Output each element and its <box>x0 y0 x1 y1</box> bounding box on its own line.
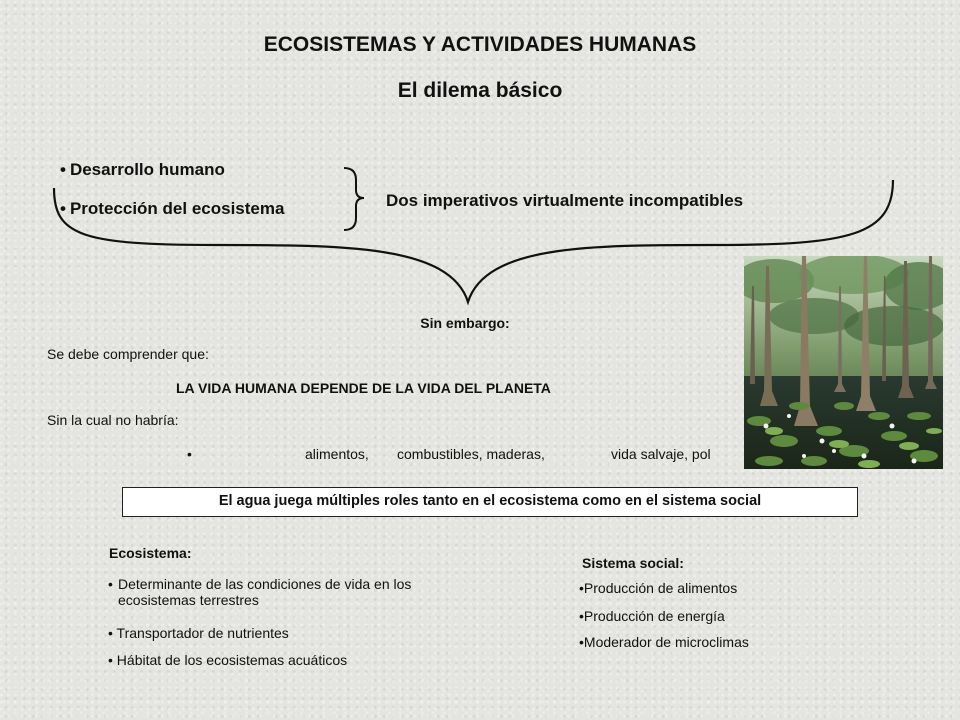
intro-text: Se debe comprender que: <box>47 346 209 362</box>
resources-bullet: • <box>187 446 192 462</box>
list-item <box>579 608 725 624</box>
bullet-dot: • <box>60 199 66 218</box>
without-text: Sin la cual no habría: <box>47 412 179 428</box>
ecosystem-heading: Ecosistema: <box>109 545 192 561</box>
bullet-dot: • <box>108 625 113 641</box>
water-roles-statement: El agua juega múltiples roles tanto en el ecosistema como en el sistema social <box>122 487 858 517</box>
list-item-label: Transportador de nutrientes <box>116 625 289 641</box>
list-item <box>108 652 347 668</box>
page-title: ECOSISTEMAS Y ACTIVIDADES HUMANAS <box>263 33 697 56</box>
sin-embargo-label: Sin embargo: <box>420 315 510 331</box>
resource-item: vida salvaje, pol <box>611 446 711 462</box>
page-subtitle: El dilema básico <box>397 79 563 102</box>
list-item-label: Producción de energía <box>583 608 725 624</box>
list-item-label: Hábitat de los ecosistemas acuáticos <box>116 652 348 668</box>
key-statement: LA VIDA HUMANA DEPENDE DE LA VIDA DEL PLANETA <box>176 380 551 396</box>
resource-item: alimentos, <box>305 446 369 462</box>
bullet-dot: • <box>108 652 113 668</box>
list-item-label: Determinante de las condiciones de vida en los ecosistemas terrestres <box>118 576 412 608</box>
bullet-label: Protección del ecosistema <box>69 199 285 218</box>
list-item-label: Moderador de microclimas <box>583 634 749 650</box>
list-item-label: Producción de alimentos <box>583 580 738 596</box>
bullet-dot: • <box>579 608 584 624</box>
bullet-dot: • <box>108 576 113 592</box>
bullet-label: Desarrollo humano <box>69 160 225 179</box>
dilemma-conclusion: Dos imperativos virtualmente incompatibles <box>386 191 744 210</box>
social-heading: Sistema social: <box>582 555 684 571</box>
list-item <box>108 625 289 641</box>
bullet-dot: • <box>60 160 66 179</box>
swamp-photo <box>744 256 943 469</box>
resource-item: combustibles, maderas, <box>397 446 545 462</box>
small-right-brace <box>344 168 364 230</box>
list-item <box>579 634 749 650</box>
bullet-dot: • <box>579 580 584 596</box>
list-item <box>579 580 737 596</box>
bullet-dot: • <box>579 634 584 650</box>
list-item <box>108 576 428 608</box>
